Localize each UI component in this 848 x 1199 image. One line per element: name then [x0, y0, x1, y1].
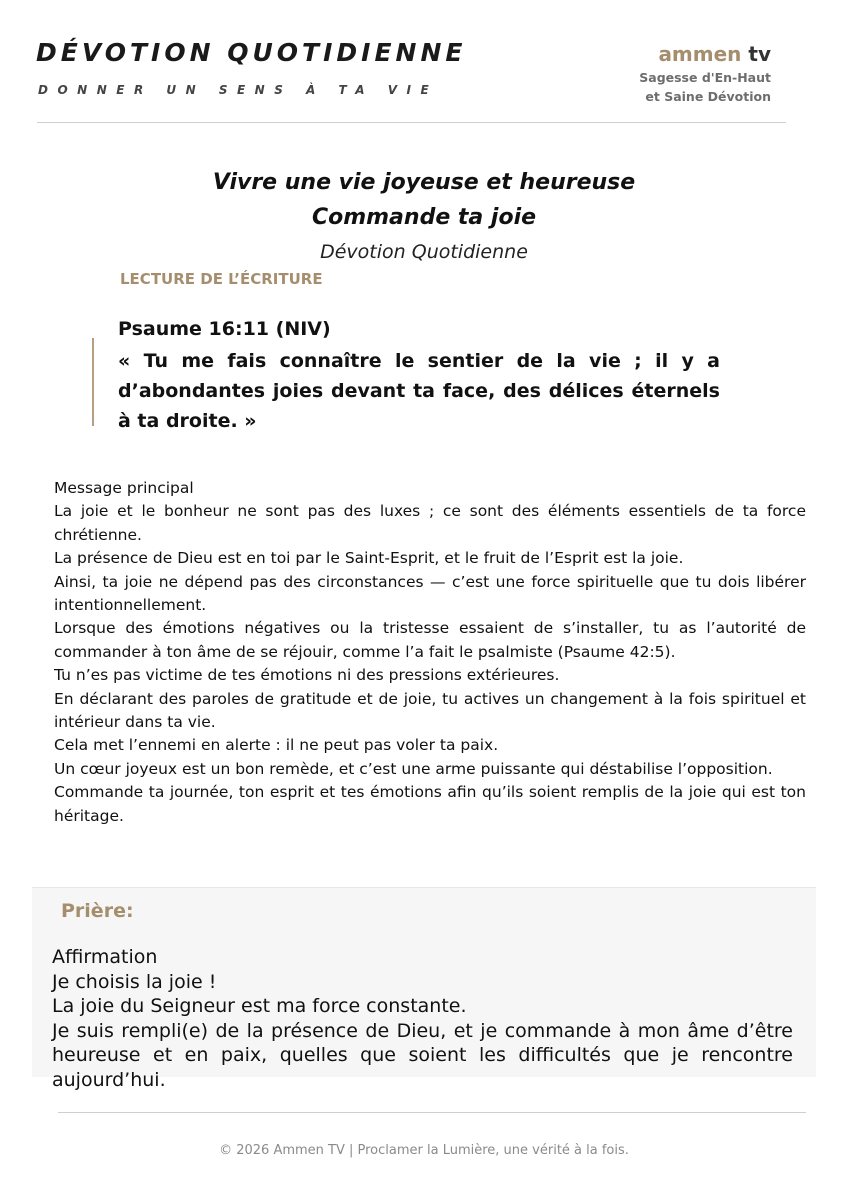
brand-tagline-line2: et Saine Dévotion — [645, 89, 771, 104]
scripture-quote: « Tu me fais connaître le sentier de la vie ; il y a d’abondantes joies devant ta face, des délices éternels à ta droite. » — [118, 350, 720, 432]
scripture-reference: Psaume 16:11 (NIV) — [118, 318, 331, 340]
message-section — [54, 477, 806, 828]
prayer-line: Affirmation — [52, 946, 158, 968]
brand-tagline — [639, 68, 771, 106]
brand-tagline-line1: Sagesse d'En-Haut — [639, 70, 771, 85]
scripture-accent-bar — [92, 338, 94, 426]
message-heading: Message principal — [54, 479, 194, 497]
document-title-line2: Commande ta joie — [311, 205, 537, 230]
prayer-text — [52, 945, 793, 1092]
prayer-line: La joie du Seigneur est ma force constante. — [52, 995, 467, 1017]
message-paragraph: Un cœur joyeux est un bon remède, et c’est une arme puissante qui déstabilise l’opposition. — [54, 759, 773, 778]
message-paragraph: En déclarant des paroles de gratitude et de joie, tu actives un changement à la fois spirituel et intérieur dans ta vie. — [54, 689, 806, 732]
footer-divider — [58, 1112, 806, 1113]
prayer-line: Je suis rempli(e) de la présence de Dieu, et je commande à mon âme d’être heureuse et en paix, quelles que soient les difficultés que je rencontre aujourd’hui. — [52, 1019, 793, 1091]
brand-name: ammen — [658, 42, 742, 66]
footer-copyright: © 2026 Ammen TV | Proclamer la Lumière, une vérité à la fois. — [219, 1143, 629, 1158]
message-paragraph: Ainsi, ta joie ne dépend pas des circonstances — c’est une force spirituelle que tu dois libérer intentionnellement. — [54, 572, 806, 615]
header-tagline: DONNER UN SENS À TA VIE — [38, 83, 439, 97]
section-label-scripture: LECTURE DE L’ÉCRITURE — [120, 270, 323, 288]
document-subtitle: Dévotion Quotidienne — [320, 241, 528, 263]
message-paragraph: La joie et le bonheur ne sont pas des luxes ; ce sont des éléments essentiels de ta force chrétienne. — [54, 502, 806, 544]
header-title: DÉVOTION QUOTIDIENNE — [36, 38, 467, 67]
message-paragraph: La présence de Dieu est en toi par le Saint-Esprit, et le fruit de l’Esprit est la joie. — [54, 549, 684, 568]
message-paragraph: Commande ta journée, ton esprit et tes émotions afin qu’ils soient remplis de la joie qui est ton héritage. — [54, 783, 806, 825]
message-paragraph: Tu n’es pas victime de tes émotions ni des pressions extérieures. — [54, 666, 560, 685]
brand-logo — [658, 42, 771, 66]
document-title-line1: Vivre une vie joyeuse et heureuse — [212, 170, 636, 195]
prayer-label: Prière: — [61, 900, 134, 922]
message-paragraph: Cela met l’ennemi en alerte : il ne peut pas voler ta paix. — [54, 736, 499, 755]
message-paragraph: Lorsque des émotions négatives ou la tristesse essaient de s’installer, tu as l’autorité de commander à ton âme de se réjouir, comme l’a fait le psalmiste (Psaume 42:5). — [54, 619, 806, 661]
brand-suffix: tv — [748, 42, 771, 66]
prayer-line: Je choisis la joie ! — [52, 970, 217, 993]
header-divider — [37, 122, 786, 123]
